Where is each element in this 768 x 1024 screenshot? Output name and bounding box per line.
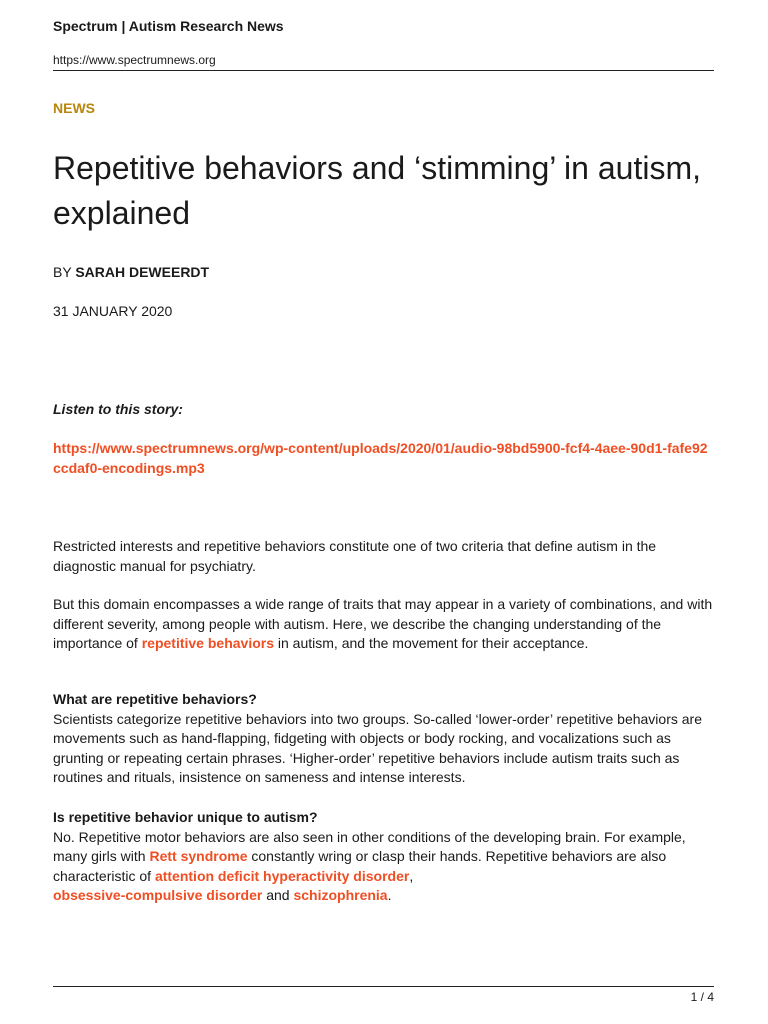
schizophrenia-link[interactable]: schizophrenia — [293, 887, 388, 903]
section-text: Scientists categorize repetitive behaviors into two groups. So-called ‘lower-order’ repetitive behaviors are movements such as hand-flapping, fidgeting with objects or body rocking, and vocalizations such as grunting or repeating certain phrases. ‘Higher-order’ repetitive behaviors include autism traits such as routines and rituals, insistence on sameness and intense interests. — [53, 710, 702, 785]
article-title: Repetitive behaviors and ‘stimming’ in autism, explained — [53, 150, 701, 231]
byline-prefix: BY — [53, 264, 76, 280]
header-divider — [53, 70, 714, 71]
author-name: SARAH DEWEERDT — [75, 264, 210, 280]
section-heading: Is repetitive behavior unique to autism? — [53, 809, 318, 825]
section-text: and — [262, 887, 294, 903]
section-unique — [53, 808, 714, 906]
paragraph-text: in autism, and the movement for their acceptance. — [274, 635, 589, 651]
section-text: . — [387, 887, 392, 903]
adhd-link[interactable]: attention deficit hyperactivity disorder — [154, 867, 410, 884]
publish-date: 31 JANUARY 2020 — [53, 303, 173, 319]
footer-divider — [53, 986, 714, 987]
page-number: 1 / 4 — [690, 990, 714, 1004]
listen-label: Listen to this story: — [53, 401, 183, 417]
site-title: Spectrum | Autism Research News — [53, 18, 284, 34]
paragraph-intro: Restricted interests and repetitive behaviors constitute one of two criteria that define autism in the diagnostic manual for psychiatry. — [53, 538, 657, 574]
repetitive-behaviors-link[interactable]: repetitive behaviors — [141, 635, 274, 651]
section-heading: What are repetitive behaviors? — [53, 691, 257, 707]
ocd-link[interactable]: obsessive-compulsive disorder — [53, 887, 263, 903]
paragraph-domain — [53, 595, 714, 654]
article-category: NEWS — [53, 100, 95, 116]
byline — [53, 264, 209, 280]
section-text: No. Repetitive motor behaviors are also seen in other conditions of the developing brain. For example, many girls with — [53, 828, 686, 864]
section-text: , — [409, 867, 414, 884]
site-url: https://www.spectrumnews.org — [53, 53, 216, 67]
paragraph-text: But this domain encompasses a wide range of traits that may appear in a variety of combinations, and with different severity, among people with autism. Here, we describe the changing understanding of the importance of — [53, 596, 713, 651]
section-what-are — [53, 690, 714, 788]
section-text: constantly wring or clasp their hands. Repetitive behaviors are also characteristic of — [53, 848, 667, 884]
rett-syndrome-link[interactable]: Rett syndrome — [149, 848, 248, 864]
audio-link[interactable]: https://www.spectrumnews.org/wp-content/uploads/2020/01/audio-98bd5900-fcf4-4aee-90d1-fafe92ccdaf0-encodings.mp3 — [53, 440, 708, 476]
